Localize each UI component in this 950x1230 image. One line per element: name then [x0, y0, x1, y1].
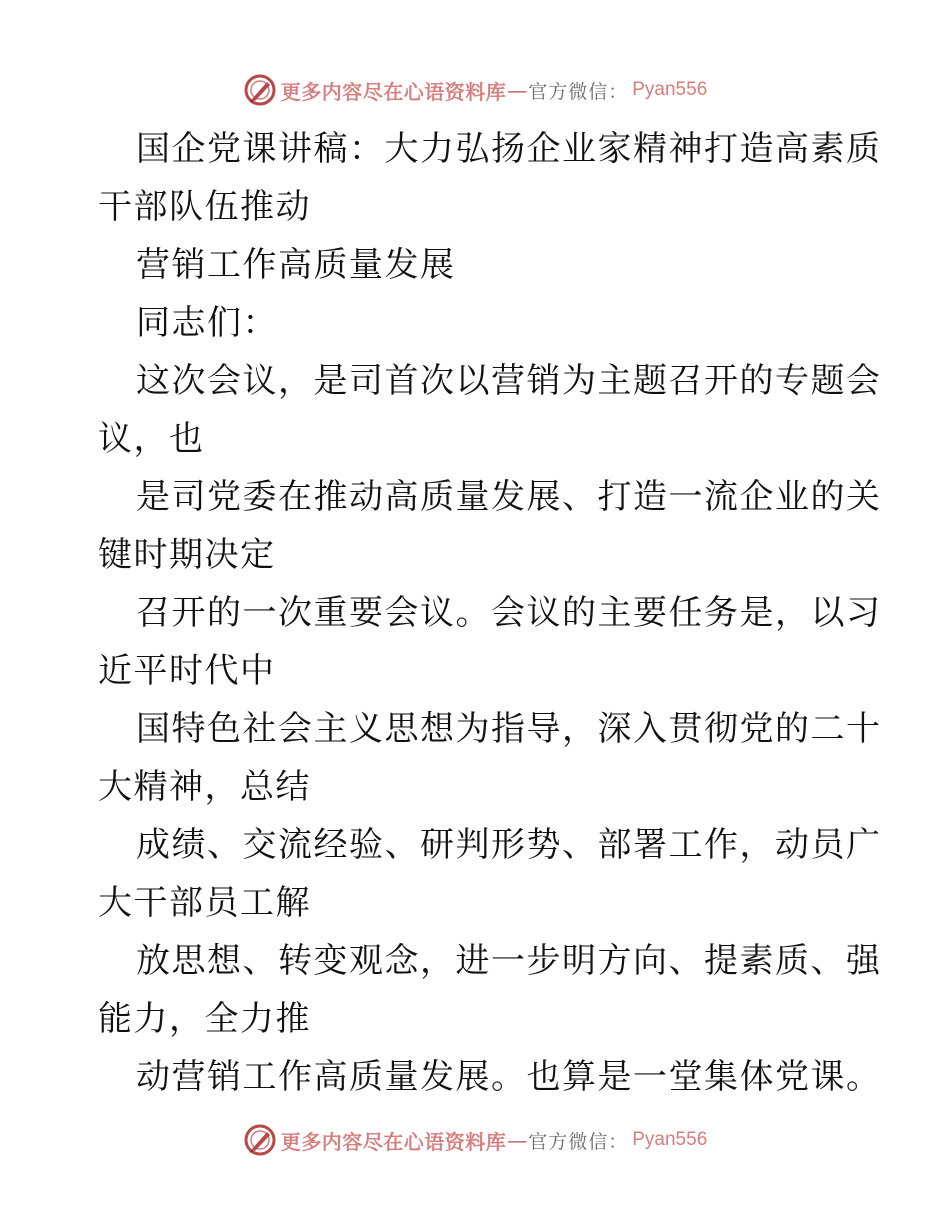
footer-watermark [0, 1120, 950, 1160]
text-line: 动营销工作高质量发展。也算是一堂集体党课。 [136, 1057, 882, 1097]
text-line: 放思想、转变观念，进一步明方向、提素质、强 [136, 941, 882, 981]
text-line: 大精神，总结 [98, 767, 311, 807]
text-line: 议，也 [98, 419, 205, 459]
watermark-wechat-label: 官方微信： [528, 80, 629, 103]
text-line: 召开的一次重要会议。会议的主要任务是，以习 [136, 593, 882, 633]
watermark-brand-text: 更多内容尽在心语资料库 [280, 79, 507, 104]
text-line: 能力，全力推 [98, 999, 311, 1039]
text-line: 近平时代中 [98, 651, 276, 691]
text-line: 大干部员工解 [98, 883, 311, 923]
text-line: 同志们： [136, 303, 278, 343]
text-line: 这次会议，是司首次以营销为主题召开的专题会 [136, 361, 882, 401]
quill-logo-icon [243, 73, 277, 107]
watermark-separator: — [507, 1128, 528, 1152]
text-line: 国企党课讲稿：大力弘扬企业家精神打造高素质 [136, 129, 882, 169]
text-line: 成绩、交流经验、研判形势、部署工作，动员广 [136, 825, 882, 865]
watermark-brand-text: 更多内容尽在心语资料库 [280, 1129, 507, 1154]
watermark-wechat-id: Pyan556 [632, 1129, 708, 1150]
text-line: 干部队伍推动 [98, 187, 311, 227]
quill-logo-icon [243, 1123, 277, 1157]
header-watermark [0, 70, 950, 110]
document-body [98, 120, 882, 1106]
text-line: 键时期决定 [98, 535, 276, 575]
watermark-separator: — [507, 78, 528, 102]
text-line: 营销工作高质量发展 [136, 245, 456, 285]
text-line: 国特色社会主义思想为指导，深入贯彻党的二十 [136, 709, 882, 749]
watermark-wechat-id: Pyan556 [632, 79, 708, 100]
watermark-wechat-label: 官方微信： [528, 1130, 629, 1153]
text-line: 是司党委在推动高质量发展、打造一流企业的关 [136, 477, 882, 517]
